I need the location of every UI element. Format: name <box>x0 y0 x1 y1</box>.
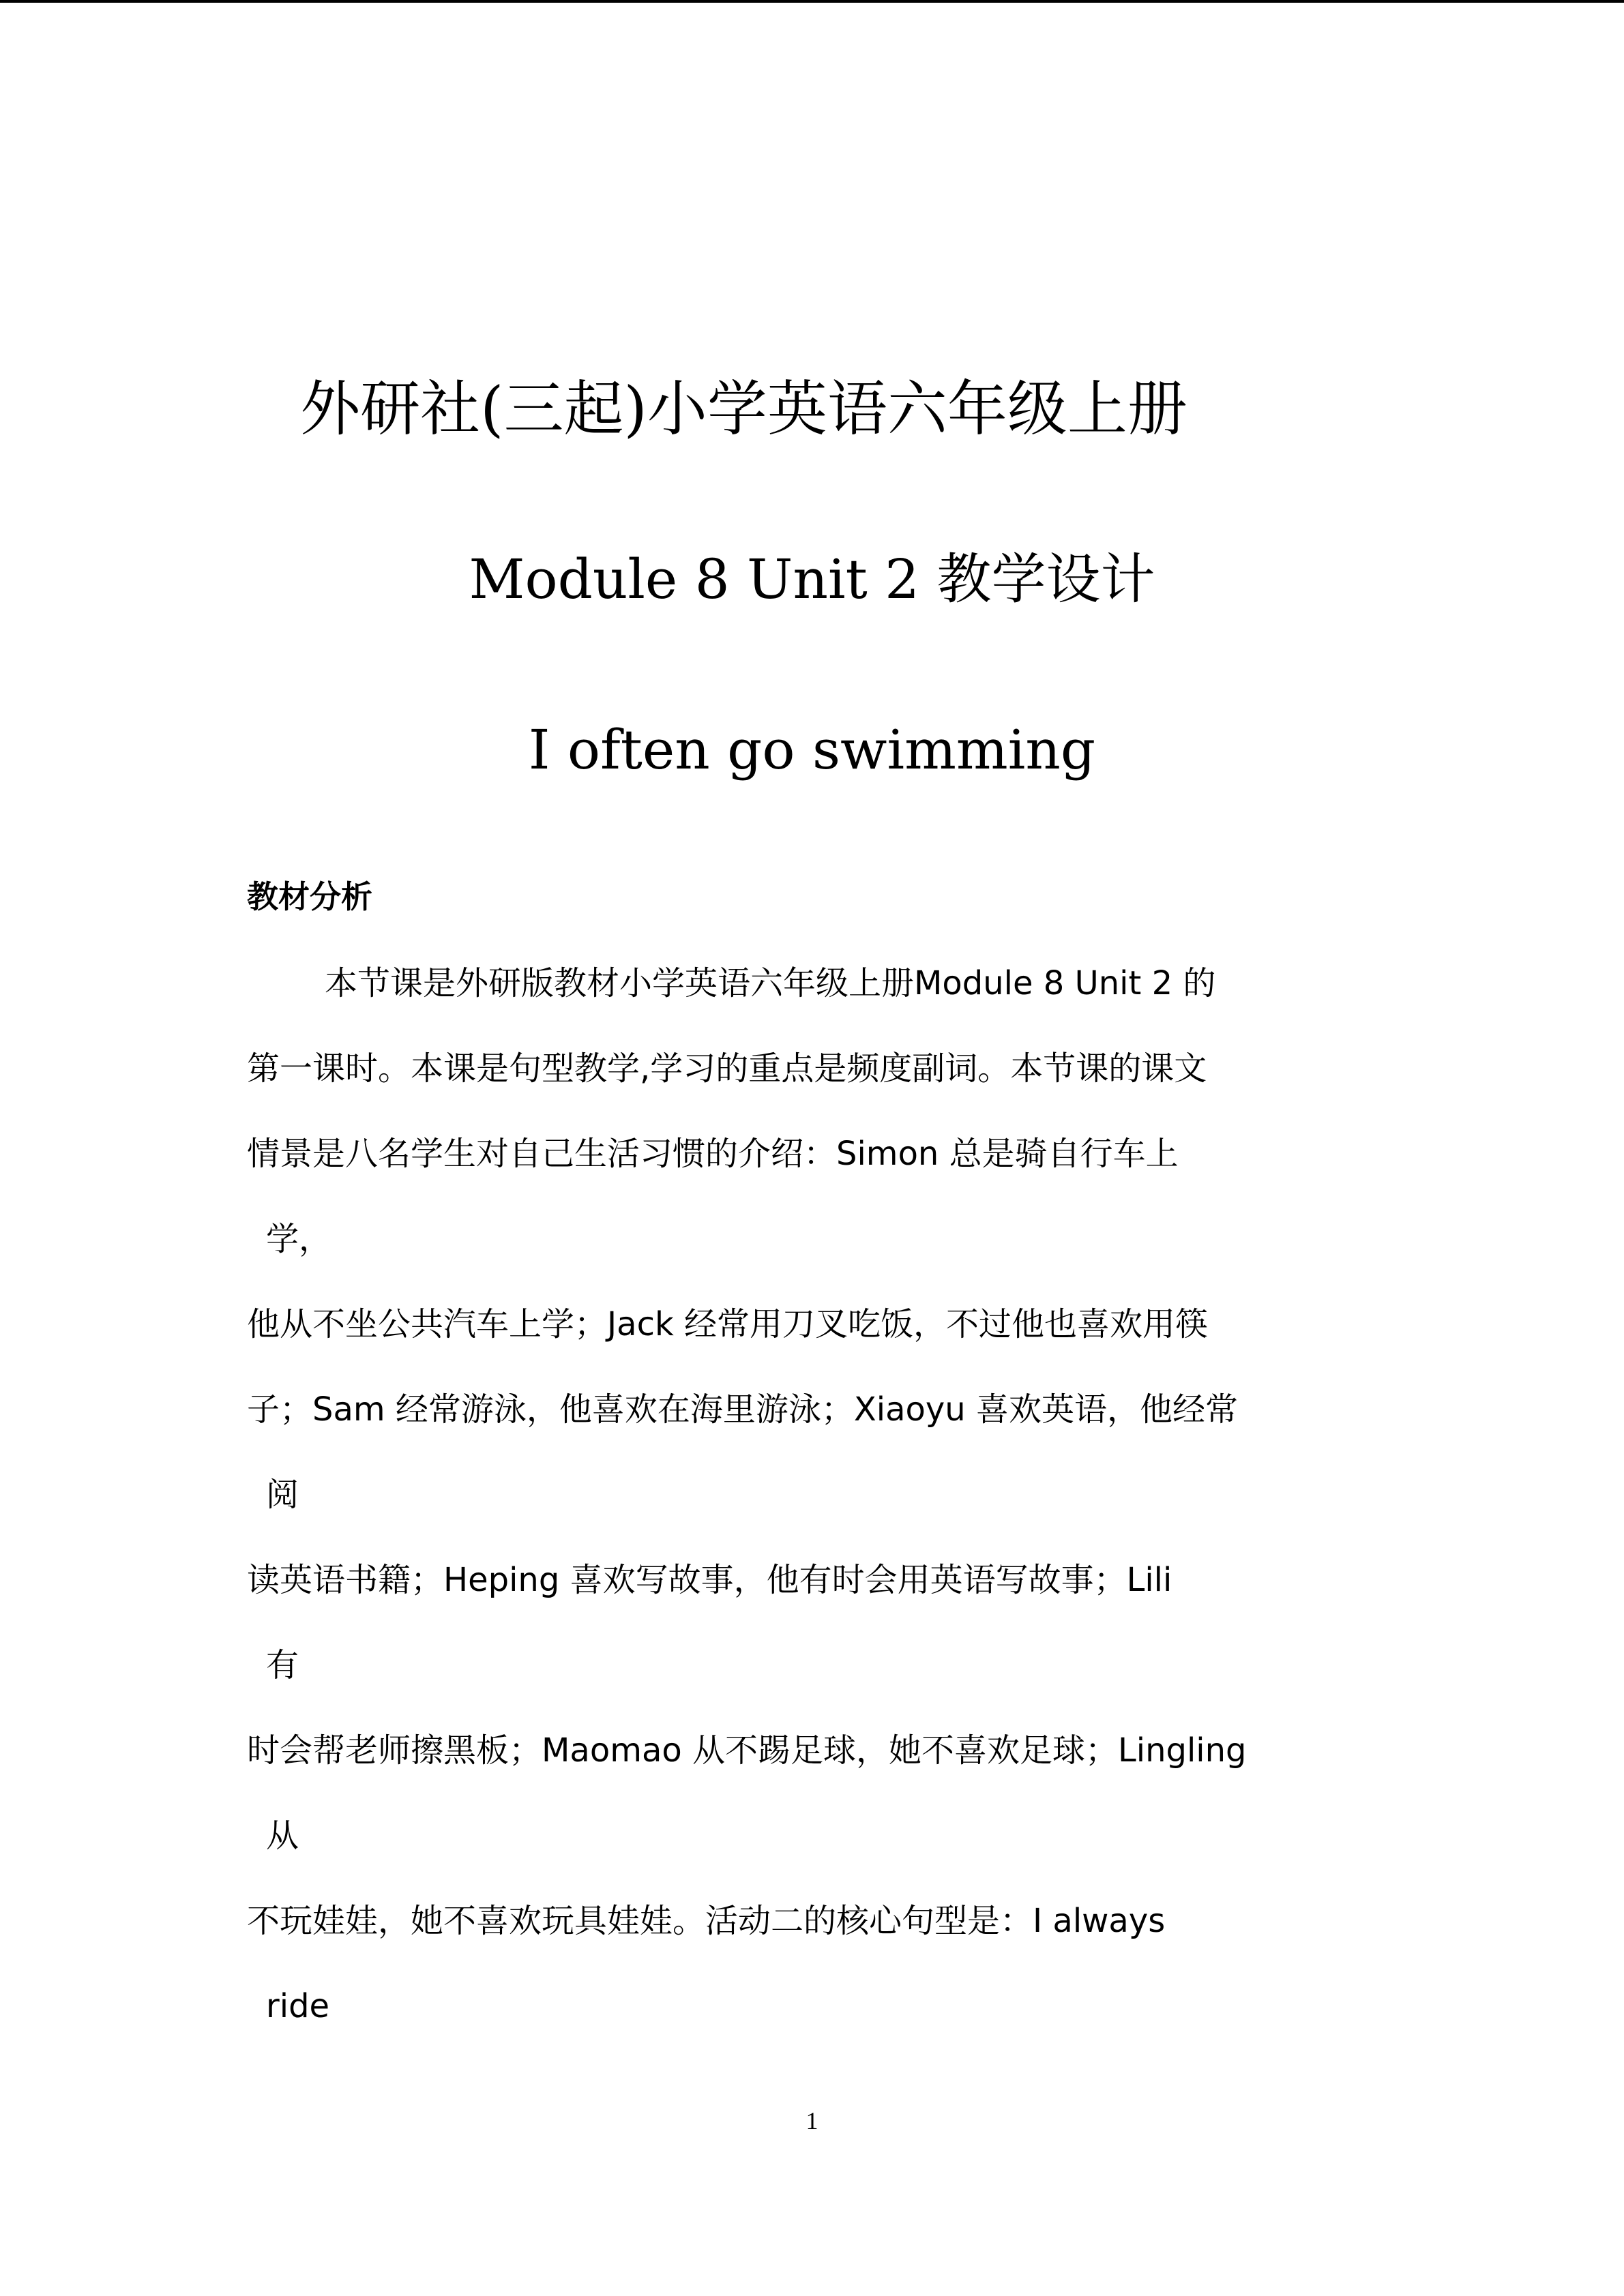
paragraph-line: 阅 <box>266 1476 299 1514</box>
paragraph-line: 他从不坐公共汽车上学；Jack 经常用刀叉吃饭，不过他也喜欢用筷 <box>247 1305 1209 1343</box>
paragraph-line: 本节课是外研版教材小学英语六年级上册Module 8 Unit 2 的 <box>325 964 1216 1002</box>
paragraph-line: ride <box>266 1987 330 2025</box>
document-subtitle-module: Module 8 Unit 2 教学设计 <box>469 548 1155 611</box>
document-subtitle-lesson: I often go swimming <box>528 718 1096 781</box>
page-number: 1 <box>806 2107 818 2134</box>
paragraph-line: 读英语书籍；Heping 喜欢写故事，他有时会用英语写故事；Lili <box>247 1561 1172 1599</box>
paragraph-line: 学， <box>266 1220 332 1258</box>
paragraph-line: 有 <box>266 1646 299 1684</box>
paragraph-line: 不玩娃娃，她不喜欢玩具娃娃。活动二的核心句型是：I always <box>247 1902 1166 1940</box>
paragraph-line: 第一课时。本课是句型教学,学习的重点是频度副词。本节课的课文 <box>247 1049 1207 1088</box>
page-top-border <box>0 0 1624 3</box>
paragraph-line: 情景是八名学生对自己生活习惯的介绍：Simon 总是骑自行车上 <box>247 1135 1179 1173</box>
document-title: 外研社(三起)小学英语六年级上册 <box>300 374 1187 444</box>
paragraph-line: 从 <box>266 1817 299 1855</box>
paragraph-line: 子；Sam 经常游泳，他喜欢在海里游泳；Xiaoyu 喜欢英语，他经常 <box>247 1390 1238 1429</box>
paragraph-line: 时会帮老师擦黑板；Maomao 从不踢足球，她不喜欢足球；Lingling <box>247 1731 1247 1770</box>
section-heading-textbook-analysis: 教材分析 <box>247 878 372 915</box>
